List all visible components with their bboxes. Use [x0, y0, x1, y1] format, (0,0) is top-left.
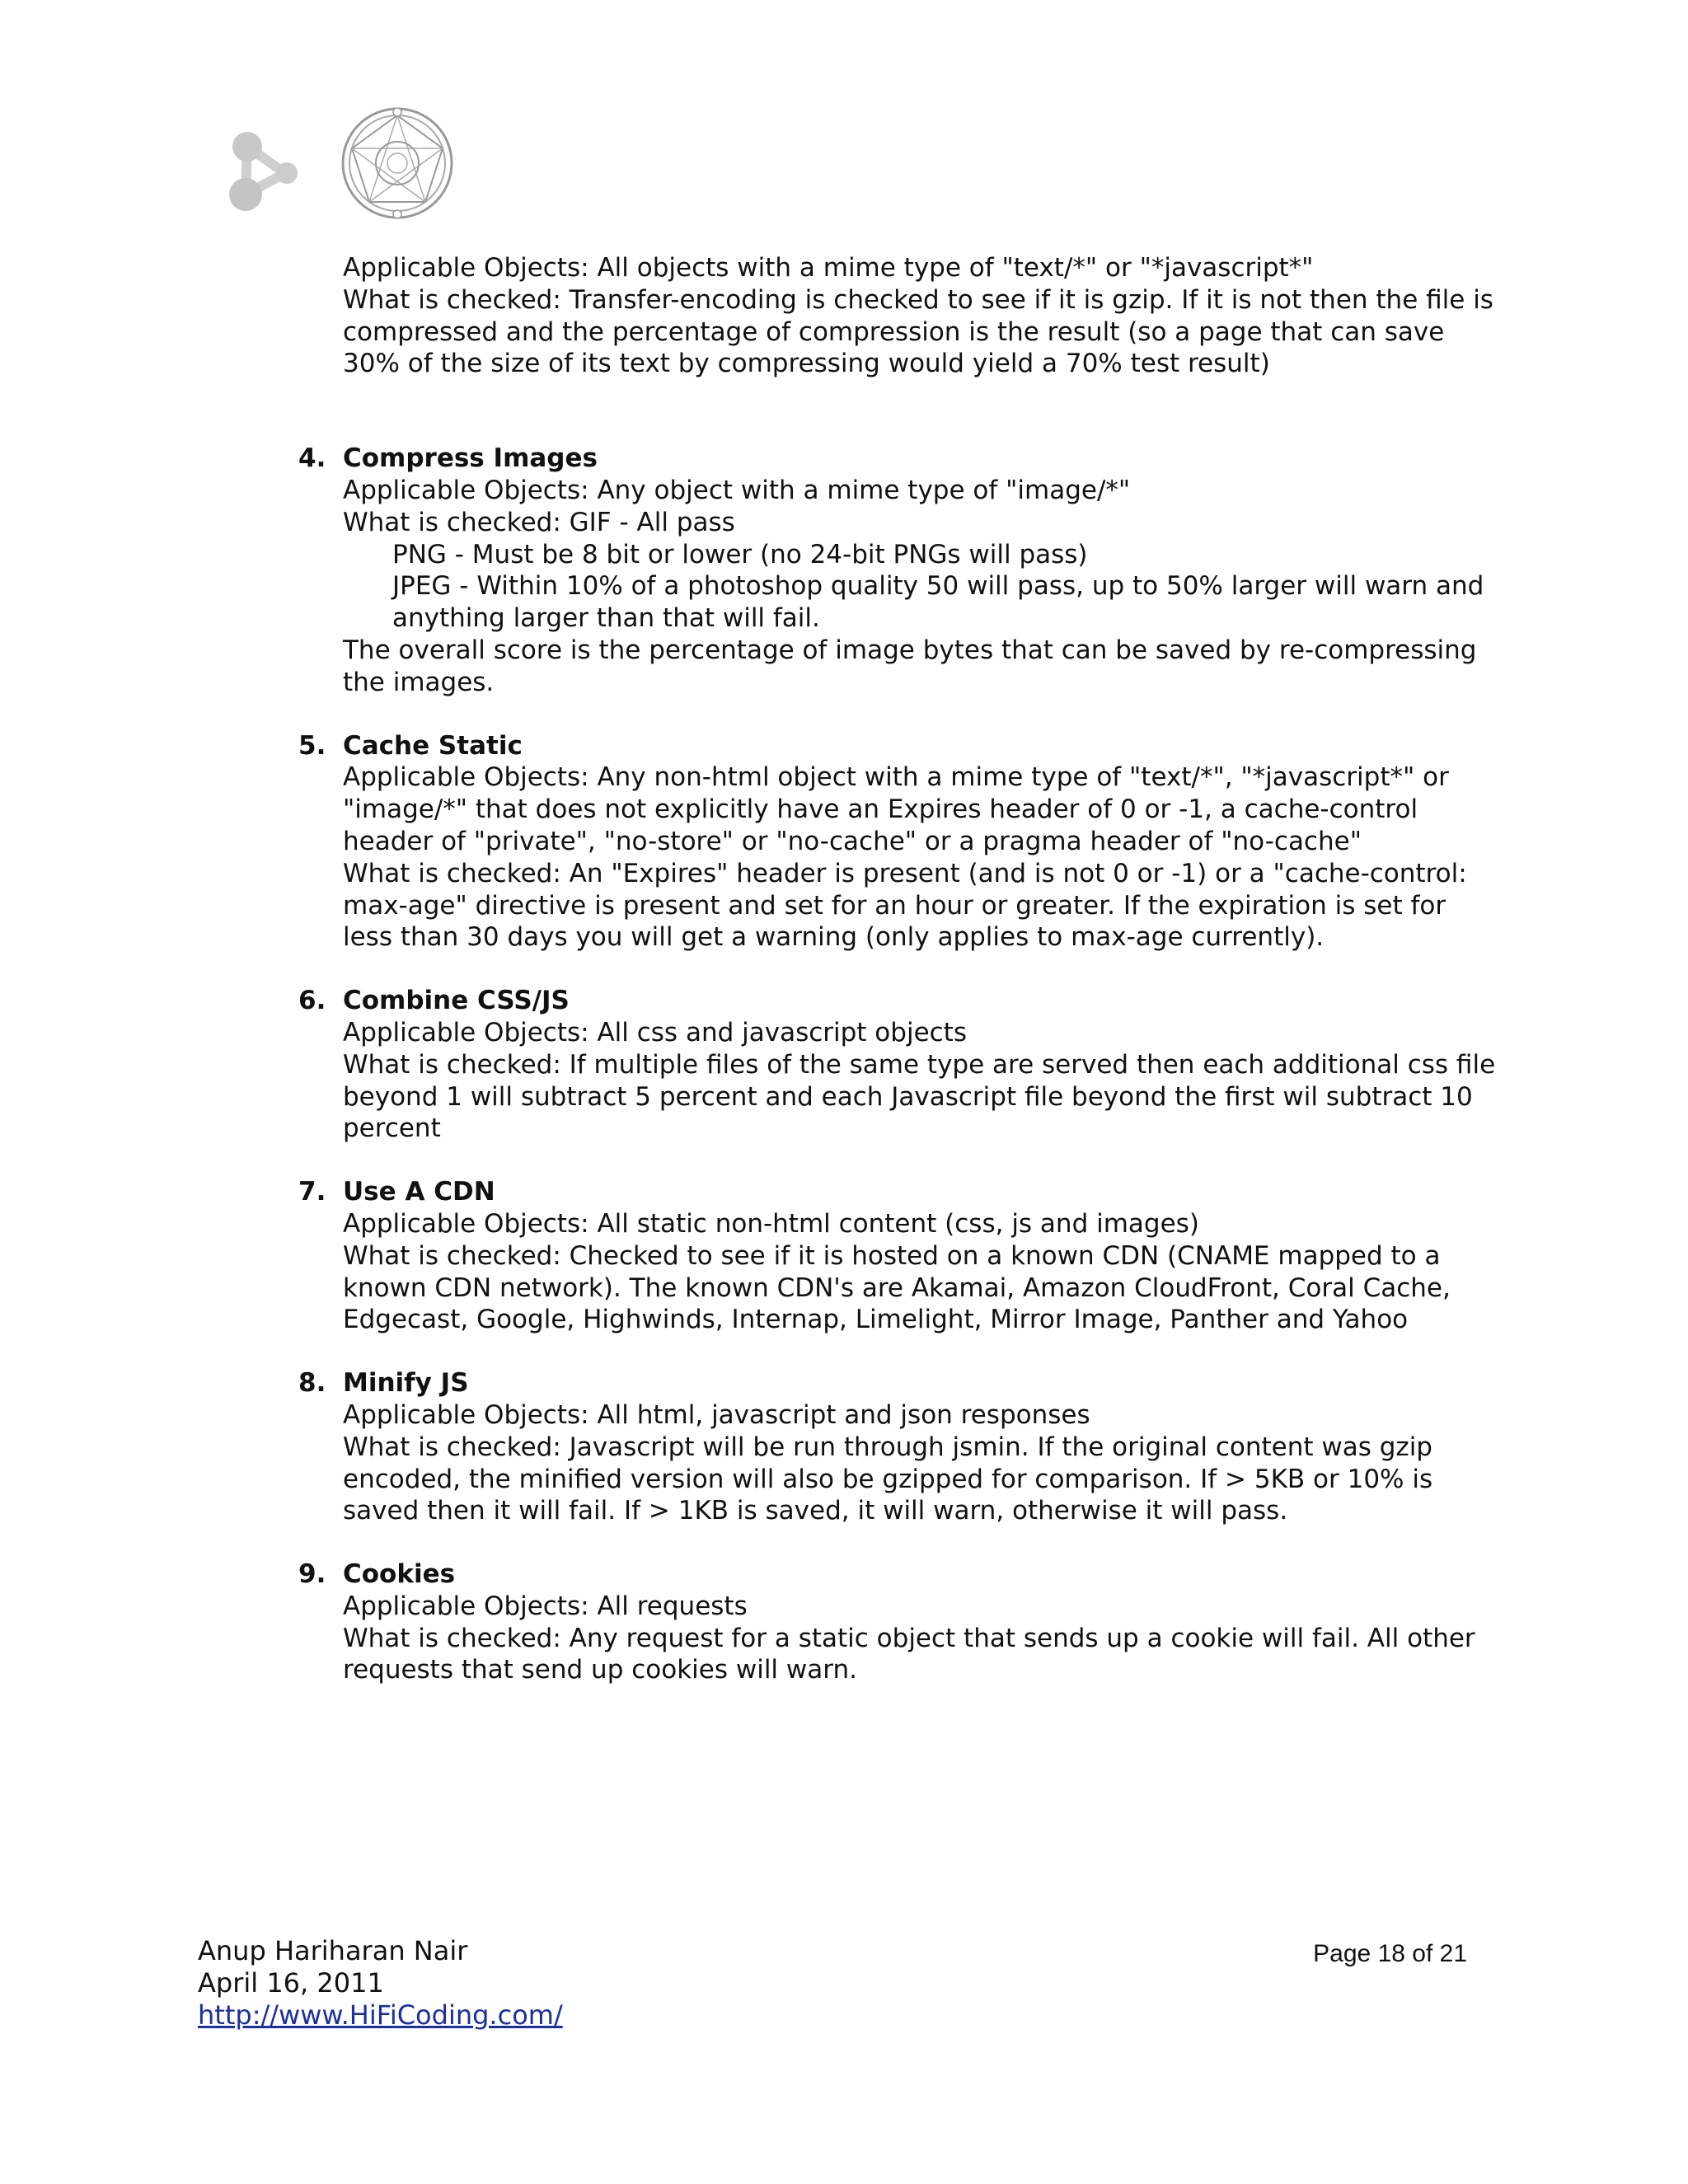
item-checked: What is checked: Checked to see if it is hosted on a known CDN (CNAME mapped to a known CDN network). The known CDN's are Akamai, Amazon CloudFront, Coral Cache, Edgecast, Google, Highwinds, Internap, Limelight, Mirror Image, Panther and Yahoo: [343, 1240, 1451, 1335]
footer-date: April 16, 2011: [198, 1967, 384, 1999]
item-title: Cookies: [343, 1559, 456, 1590]
item-applicable: Applicable Objects: Any object with a mime type of "image/*": [343, 475, 1131, 505]
list-item-cache-static: [298, 730, 1502, 954]
item-title: Minify JS: [343, 1368, 469, 1399]
list-item-minify-js: [298, 1367, 1502, 1527]
footer-website-link[interactable]: http://www.HiFiCoding.com/: [198, 1999, 563, 2031]
intro-checked: What is checked: Transfer-encoding is checked to see if it is gzip. If it is not then the file is compressed and the percentage of compression is the result (so a page that can save 30% of the size of its text by compressing would yield a 70% test result): [343, 284, 1493, 379]
item-checked: What is checked: If multiple files of the same type are served then each additional css file beyond 1 will subtract 5 percent and each Javascript file beyond the first wil subtract 10 percent: [343, 1049, 1496, 1144]
page-number: Page 18 of 21: [1313, 1940, 1467, 1967]
item-title: Compress Images: [343, 443, 598, 474]
document-body: [298, 252, 1502, 1686]
item-number: 9.: [298, 1559, 326, 1590]
item-applicable: Applicable Objects: All css and javascript objects: [343, 1017, 967, 1047]
list-item-cookies: [298, 1558, 1502, 1686]
item-checked: What is checked: GIF - All pass: [343, 507, 735, 537]
item-title: Combine CSS/JS: [343, 986, 570, 1016]
list-item-use-a-cdn: [298, 1176, 1502, 1336]
list-item-compress-images: [298, 443, 1502, 698]
item-applicable: Applicable Objects: All requests: [343, 1591, 748, 1621]
item-applicable: Applicable Objects: Any non-html object with a mime type of "text/*", "*javascript*" or "image/*" that does not explicitly have an Expires header of 0 or -1, a cache-control header of "private", "no-store" or "no-cache" or a pragma header of "no-cache": [343, 762, 1449, 856]
item-extra: The overall score is the percentage of image bytes that can be saved by re-compressing the images.: [343, 635, 1477, 697]
item-title: Cache Static: [343, 730, 523, 761]
transmutation-circle-logo-icon: [340, 105, 455, 221]
footer-author-block: [198, 1935, 563, 2032]
item-applicable: Applicable Objects: All static non-html content (css, js and images): [343, 1208, 1199, 1239]
item-number: 5.: [298, 730, 326, 761]
item-number: 8.: [298, 1368, 326, 1399]
item-number: 7.: [298, 1177, 326, 1207]
list-item-combine-css-js: [298, 985, 1502, 1145]
item-number: 6.: [298, 986, 326, 1016]
molecule-logo-icon: [223, 124, 305, 214]
item-checked: What is checked: An "Expires" header is present (and is not 0 or -1) or a "cache-control: max-age" directive is present and set for an hour or greater. If the expiration is set for less than 30 days you will get a warning (only applies to max-age currently).: [343, 858, 1467, 953]
footer-author: Anup Hariharan Nair: [198, 1935, 468, 1966]
item-sub-jpeg: JPEG - Within 10% of a photoshop quality 50 will pass, up to 50% larger will warn and anything larger than that will fail.: [392, 571, 1484, 634]
item-checked: What is checked: Javascript will be run through jsmin. If the original content was gzip encoded, the minified version will also be gzipped for comparison. If > 5KB or 10% is saved then it will fail. If > 1KB is saved, it will warn, otherwise it will pass.: [343, 1432, 1433, 1526]
item-title: Use A CDN: [343, 1177, 495, 1207]
item-number: 4.: [298, 443, 326, 474]
item-checked: What is checked: Any request for a static object that sends up a cookie will fail. All other requests that send up cookies will warn.: [343, 1623, 1475, 1685]
item-sub-png: PNG - Must be 8 bit or lower (no 24-bit PNGs will pass): [392, 539, 1088, 569]
item-applicable: Applicable Objects: All html, javascript and json responses: [343, 1399, 1090, 1430]
intro-applicable: Applicable Objects: All objects with a mime type of "text/*" or "*javascript*": [343, 253, 1314, 283]
